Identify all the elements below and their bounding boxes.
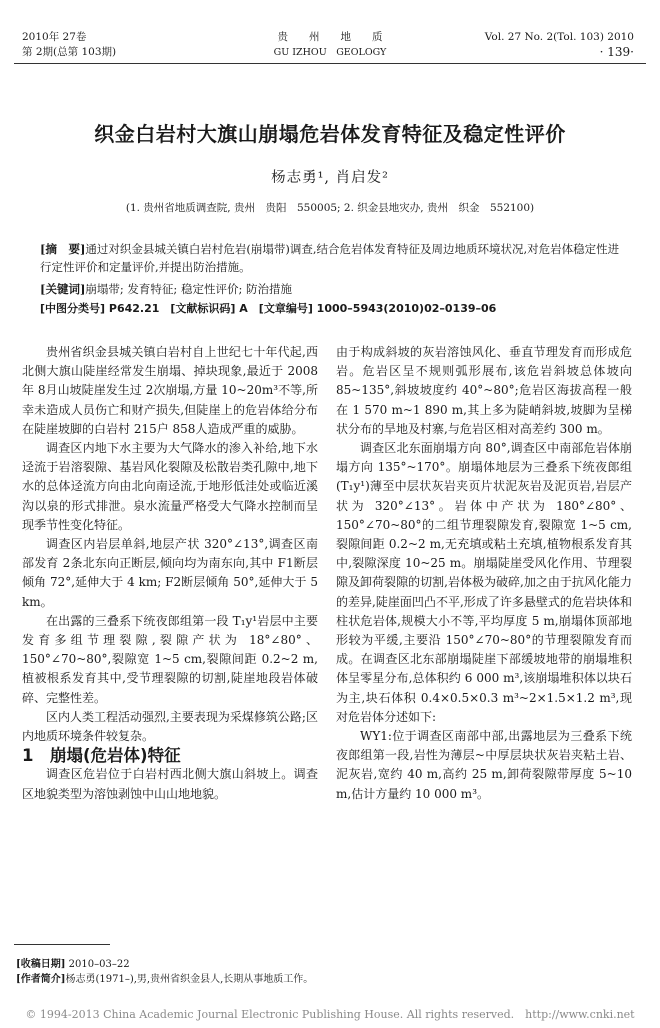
paragraph: 调查区危岩位于白岩村西北侧大旗山斜坡上。调查区地貌类型为溶蚀剥蚀中山山地地貌。	[22, 767, 318, 801]
left-column	[22, 343, 318, 804]
journal-volume: 2010年 27卷	[22, 31, 87, 43]
journal-issue: 第 2期(总第 103期)	[22, 46, 117, 58]
paragraph: 在出露的三叠系下统夜郎组第一段 T₁y¹岩层中主要发育多组节理裂隙,裂隙产状为 18°∠80°、150°∠70~80°,裂隙宽 1~5 cm,裂隙间距 0.2~2 m,植被根系发育其中,受节理裂隙的切割,陡崖地段岩体破碎、完整性差。	[22, 613, 318, 705]
footnote-rule	[14, 944, 110, 945]
author-bio	[16, 973, 313, 987]
keywords-label: [关键词]	[40, 282, 86, 296]
abstract-text: 通过对织金县城关镇白岩村危岩(崩塌带)调查,结合危岩体发育特征及周边地质环境状况,对危岩体稳定性进行定性评价和定量评价,并提出防治措施。	[40, 242, 620, 274]
keywords-text: 崩塌带; 发育特征; 稳定性评价; 防治措施	[85, 282, 292, 296]
keywords	[40, 280, 620, 298]
author-bio-label: [作者简介]	[16, 974, 66, 985]
abstract-label: [摘 要]	[40, 242, 86, 256]
author-bio-text: 杨志勇(1971–),男,贵州省织金县人,长期从事地质工作。	[65, 974, 314, 985]
paper-title: 织金白岩村大旗山崩塌危岩体发育特征及稳定性评价	[94, 122, 566, 146]
paper-authors: 杨志勇¹, 肖启发²	[271, 170, 389, 186]
received-date	[16, 958, 130, 972]
received-label: [收稿日期]	[16, 959, 66, 970]
paragraph: 调查区内地下水主要为大气降水的渗入补给,地下水迳流于岩溶裂隙、基岩风化裂隙及松散岩类孔隙中,地下水的总体迳流方向由北向南迳流,于地形低洼处或临近溪沟以泉的形式排泄。泉水流量严格受大气降水控制而呈现季节性变化特征。	[22, 441, 318, 532]
paragraph: 由于构成斜坡的灰岩溶蚀风化、垂直节理发育而形成危岩。危岩区呈不规则弧形展布,该危岩斜坡总体坡向 85~135°,斜坡坡度约 40°~80°;危岩区海拔高程一般在 1 570 m~1 890 m,其上多为陡峭斜坡,坡脚为呈梯状分布的旱地及村寨,与危岩区相对高差约 300 m。	[336, 345, 632, 436]
classification-meta: [中图分类号] P642.21 [文献标识码] A [文章编号] 1000–5943(2010)02–0139–06	[40, 302, 497, 315]
received-value: 2010–03–22	[68, 959, 130, 970]
journal-volume-en: Vol. 27 No. 2(Tol. 103) 2010	[484, 31, 634, 43]
abstract	[40, 240, 620, 276]
journal-name-en: GU IZHOU GEOLOGY	[273, 47, 387, 58]
paragraph: 调查区内岩层单斜,地层产状 320°∠13°,调查区南部发育 2条北东向正断层,倾向均为南东向,其中 F1断层倾角 72°,延伸大于 4 km; F2断层倾角 50°,延伸大于 5 km。	[22, 537, 318, 609]
author-affiliation: (1. 贵州省地质调查院, 贵州 贵阳 550005; 2. 织金县地灾办, 贵州 织金 552100)	[125, 202, 535, 214]
paragraph: 区内人类工程活动强烈,主要表现为采煤修筑公路;区内地质环境条件较复杂。	[22, 709, 318, 744]
section-heading: 1 崩塌(危岩体)特征	[22, 746, 181, 766]
paragraph: 贵州省织金县城关镇白岩村自上世纪七十年代起,西北侧大旗山陡崖经常发生崩塌、掉块现象,最近于 2008年 8月山坡陡崖发生过 2次崩塌,方量 10~20m³不等,所幸未造成人员伤亡和财产损失,但陡崖上的危岩体给分布在陡崖坡脚的白岩村 215户 858人造成严重的威胁。	[22, 345, 318, 436]
page-number: · 139·	[599, 45, 634, 59]
header-rule	[14, 63, 646, 64]
paragraph: 调查区北东面崩塌方向 80°,调查区中南部危岩体崩塌方向 135°~170°。崩塌体地层为三叠系下统夜郎组(T₁y¹)薄至中层状灰岩夹页片状泥灰岩及泥页岩,岩层产状为 320°∠13°。岩体中产状为 180°∠80°、150°∠70~80°的二组节理裂隙发育,裂隙宽 1~5 cm,裂隙间距 0.2~2 m,无充填或粘土充填,植物根系发育其中,裂隙深度 10~25 m。崩塌陡崖受风化作用、节理裂隙及卸荷裂隙的切割,岩体极为破碎,加之由于抗风化能力的差异,陡崖面凹凸不平,形成了许多悬壁式的危岩块体和柱状危岩体,规模大小不等,平均厚度 5 m,崩塌体顶部地形较为平缓,主要沿 150°∠70~80°的节理裂隙发育而成。在调查区北东部崩塌陡崖下部缓坡地带的崩塌堆积体呈零星分布,总体积约 6 000 m³,该崩塌堆积体以块石为主,块石体积 0.4×0.5×0.3 m³~2×1.5×1.2 m³,现对危岩体分述如下:	[336, 441, 632, 724]
copyright-watermark: © 1994-2013 China Academic Journal Electronic Publishing House. All rights reserved. http://www.cnki.net	[25, 1008, 635, 1021]
journal-name-cn: 贵 州 地 质	[277, 31, 383, 43]
right-column	[336, 343, 632, 804]
paragraph: WY1:位于调查区南部中部,出露地层为三叠系下统夜郎组第一段,岩性为薄层~中厚层块状灰岩夹粘土岩、泥灰岩,宽约 40 m,高约 25 m,卸荷裂隙带厚度 5~10 m,估计方量约 10 000 m³。	[336, 729, 632, 801]
